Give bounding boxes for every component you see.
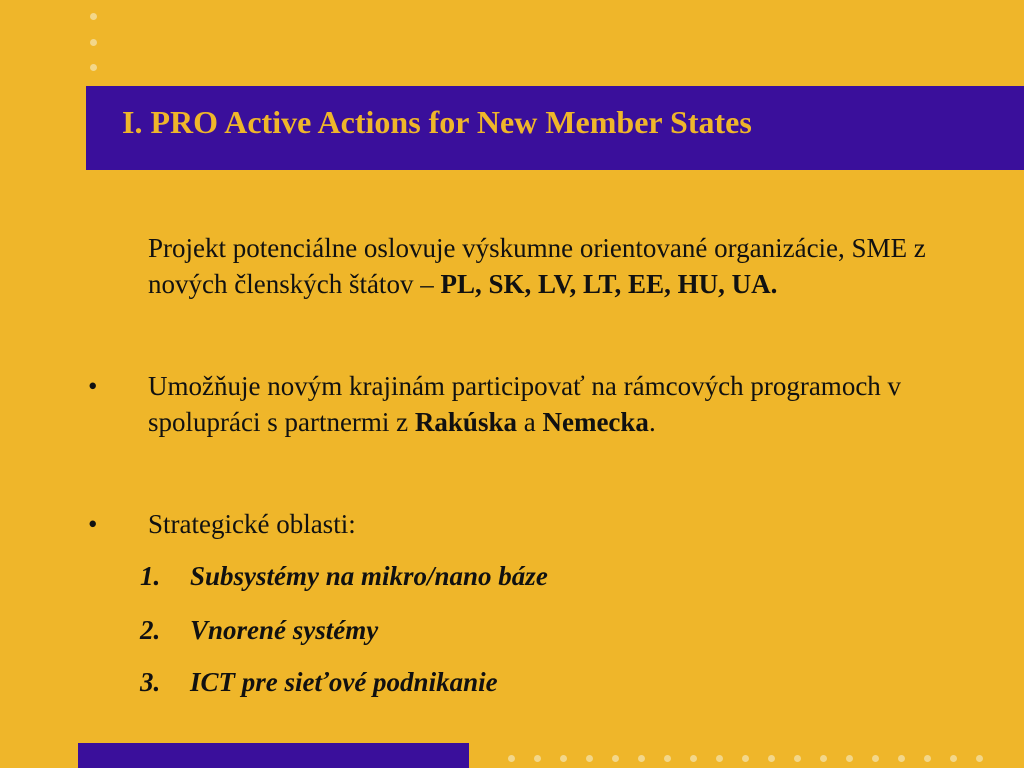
decor-dot xyxy=(508,755,515,762)
decor-dot xyxy=(742,755,749,762)
item-number: 3. xyxy=(140,667,161,697)
bullet-text: Umožňuje novým krajinám participovať na rámcových programoch v spolupráci s partnermi z xyxy=(148,371,902,437)
item-number: 1. xyxy=(140,561,161,591)
decor-dot xyxy=(664,755,671,762)
decor-dot xyxy=(90,64,97,71)
decor-dot xyxy=(90,13,97,20)
bullet-bold-austria: Rakúska xyxy=(414,407,517,437)
item-number: 2. xyxy=(140,615,161,645)
decor-dot xyxy=(612,755,619,762)
bullet-symbol: • xyxy=(88,371,98,401)
bullet-item-strategic-areas: Strategické oblasti: xyxy=(148,509,356,539)
decor-dot xyxy=(950,755,957,762)
decor-dot xyxy=(794,755,801,762)
decor-dot xyxy=(924,755,931,762)
decor-dot xyxy=(872,755,879,762)
decor-dot xyxy=(820,755,827,762)
decor-dot xyxy=(690,755,697,762)
decor-dot xyxy=(534,755,541,762)
decor-dot xyxy=(976,755,983,762)
decor-dot xyxy=(638,755,645,762)
footer-bar xyxy=(78,743,469,768)
item-text: Vnorené systémy xyxy=(190,615,379,645)
decor-dot xyxy=(846,755,853,762)
title-bar xyxy=(86,86,1024,170)
intro-paragraph xyxy=(148,230,988,302)
decor-dot xyxy=(560,755,567,762)
bullet-text-end: . xyxy=(648,407,656,437)
decor-dot xyxy=(716,755,723,762)
item-text: ICT pre sieťové podnikanie xyxy=(190,667,498,697)
slide-title: I. PRO Active Actions for New Member States xyxy=(122,104,752,140)
bullet-item-participation xyxy=(148,368,988,440)
decor-dot xyxy=(90,39,97,46)
decor-dot xyxy=(768,755,775,762)
decor-dot xyxy=(586,755,593,762)
bullet-text-mid: a xyxy=(516,407,543,437)
decor-dot xyxy=(898,755,905,762)
bullet-bold-germany: Nemecka xyxy=(542,407,649,437)
item-text: Subsystémy na mikro/nano báze xyxy=(190,561,548,591)
bullet-symbol: • xyxy=(88,509,98,539)
intro-text: Projekt potenciálne oslovuje výskumne orientované organizácie, SME z nových členských štátov – xyxy=(148,233,926,299)
intro-countries: PL, SK, LV, LT, EE, HU, UA. xyxy=(440,269,778,299)
